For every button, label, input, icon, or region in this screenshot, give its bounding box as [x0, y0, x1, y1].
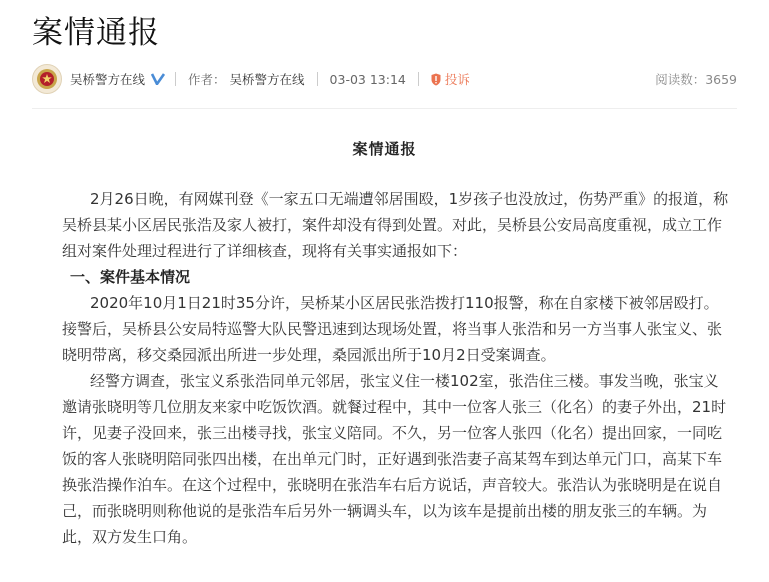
verified-v-icon [151, 73, 165, 85]
report-shield-icon [431, 73, 441, 86]
paragraph: 2020年10月1日21时35分许，吴桥某小区居民张浩拨打110报警，称在自家楼下被邻居殴打。接警后，吴桥县公安局特巡警大队民警迅速到达现场处置，将当事人张浩和另一方当事人张宝义、张晓明带离，移交桑园派出所进一步处理，桑园派出所于10月2日受案调查。 [62, 294, 723, 364]
article-title: 案情通报 [352, 140, 417, 158]
report-label: 投诉 [444, 72, 470, 87]
meta-divider [418, 72, 419, 86]
author-label: 作者： [188, 72, 226, 87]
article-meta-bar [32, 62, 737, 96]
meta-divider [175, 72, 176, 86]
header-divider [32, 108, 737, 109]
meta-divider [317, 72, 318, 86]
article-body [62, 186, 732, 550]
report-button[interactable] [431, 70, 470, 88]
read-count: 阅读数：3659 [655, 72, 737, 87]
page-title: 案情通报 [32, 15, 160, 51]
publish-time: 03-03 13:14 [329, 71, 406, 87]
section-heading: 一、案件基本情况 [70, 268, 191, 286]
paragraph: 经警方调查，张宝义系张浩同单元邻居，张宝义住一楼102室，张浩住三楼。事发当晚，张宝义邀请张晓明等几位朋友来家中吃饭饮酒。就餐过程中，其中一位客人张三（化名）的妻子外出，21时许，见妻子没回来，张三出楼寻找，张宝义陪同。不久，另一位客人张四（化名）提出回家，一同吃饭的客人张晓明陪同张四出楼，在出单元门时，正好遇到张浩妻子高某驾车到达单元门口，高某下车换张浩操作泊车。在这个过程中，张晓明在张浩车右后方说话，声音较大。张浩认为张晓明是在说自己，而张晓明则称他说的是张浩车后另外一辆调头车，以为该车是提前出楼的朋友张三的车辆。为此，双方发生口角。 [62, 372, 727, 546]
paragraph: 2月26日晚，有网媒刊登《一家五口无端遭邻居围殴，1岁孩子也没放过，伤势严重》的报道，称吴桥县某小区居民张浩及家人被打，案件却没有得到处置。对此，吴桥县公安局高度重视，成立工作组对案件处理过程进行了详细核查，现将有关事实通报如下： [62, 190, 729, 260]
police-badge-icon [36, 68, 58, 90]
account-name-link[interactable]: 吴桥警方在线 [70, 72, 146, 87]
avatar[interactable] [32, 64, 62, 94]
author-name-link[interactable]: 吴桥警方在线 [229, 72, 305, 87]
